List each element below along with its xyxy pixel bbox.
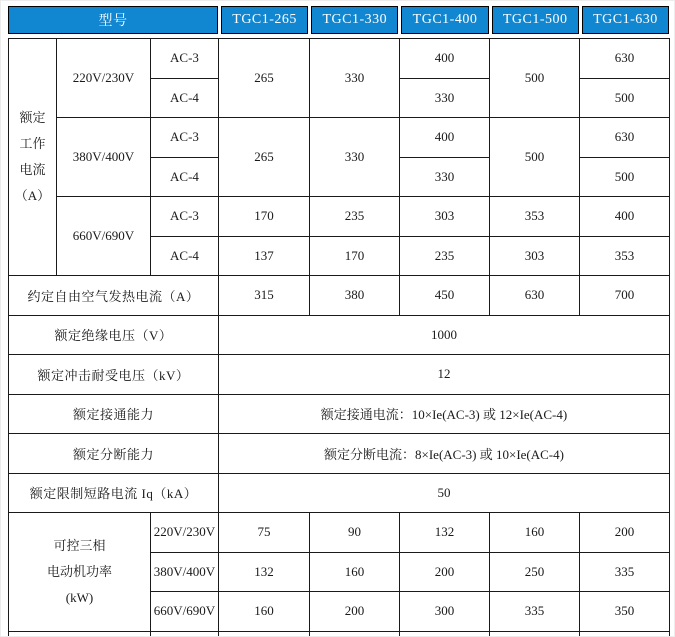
table-header-row xyxy=(8,6,669,34)
value-cell: 630 xyxy=(580,39,670,79)
ac-class-cell: AC-3 xyxy=(151,118,219,158)
table-row xyxy=(9,434,670,474)
spec-table-container xyxy=(8,6,669,637)
ac-class-cell: AC-4 xyxy=(151,157,219,197)
value-cell: 160 xyxy=(490,513,580,553)
merged-value-cell: 1000 xyxy=(219,315,670,355)
table-row xyxy=(9,39,670,79)
impulse-withstand-voltage-label: 额定冲击耐受电压（kV） xyxy=(9,355,219,395)
partial-cell xyxy=(310,631,400,637)
ac-class-cell: AC-4 xyxy=(151,236,219,276)
value-cell: 335 xyxy=(580,552,670,592)
rated-current-label-line: 额定 xyxy=(19,110,46,125)
value-cell: 90 xyxy=(310,513,400,553)
partial-cell xyxy=(151,631,219,637)
value-cell: 160 xyxy=(219,592,310,632)
voltage-cell: 660V/690V xyxy=(151,592,219,632)
free-air-current-label: 约定自由空气发热电流（A） xyxy=(9,276,219,316)
motor-power-label-line: 可控三相 xyxy=(53,537,106,553)
rated-current-label-line: 工作 xyxy=(19,136,46,151)
value-cell: 235 xyxy=(400,236,490,276)
insulation-voltage-label: 额定绝缘电压（V） xyxy=(9,315,219,355)
making-capacity-label: 额定接通能力 xyxy=(9,394,219,434)
value-cell: 235 xyxy=(310,197,400,237)
table-row xyxy=(9,315,670,355)
value-cell: 700 xyxy=(580,276,670,316)
merged-value-cell: 额定接通电流：10×Ie(AC-3) 或 12×Ie(AC-4) xyxy=(219,394,670,434)
value-cell: 132 xyxy=(219,552,310,592)
partial-cell xyxy=(9,631,151,637)
value-cell: 315 xyxy=(219,276,310,316)
value-cell: 160 xyxy=(310,552,400,592)
value-cell: 500 xyxy=(580,157,670,197)
breaking-capacity-label: 额定分断能力 xyxy=(9,434,219,474)
value-cell: 330 xyxy=(310,39,400,118)
partial-cell xyxy=(490,631,580,637)
merged-value-cell: 50 xyxy=(219,473,670,513)
table-row xyxy=(9,276,670,316)
value-cell: 170 xyxy=(310,236,400,276)
value-cell: 350 xyxy=(580,592,670,632)
value-cell: 170 xyxy=(219,197,310,237)
table-row xyxy=(9,473,670,513)
motor-power-label-line: (kW) xyxy=(65,589,94,605)
table-row xyxy=(9,355,670,395)
voltage-cell: 220V/230V xyxy=(57,39,151,118)
value-cell: 265 xyxy=(219,39,310,118)
value-cell: 300 xyxy=(400,592,490,632)
header-cell-tgc1-500: TGC1-500 xyxy=(492,6,579,34)
value-cell: 330 xyxy=(400,157,490,197)
value-cell: 303 xyxy=(490,236,580,276)
table-row xyxy=(9,513,670,553)
table-row xyxy=(9,394,670,434)
header-cell-tgc1-400: TGC1-400 xyxy=(401,6,488,34)
value-cell: 630 xyxy=(580,118,670,158)
value-cell: 450 xyxy=(400,276,490,316)
voltage-cell: 220V/230V xyxy=(151,513,219,553)
voltage-cell: 380V/400V xyxy=(57,118,151,197)
voltage-cell: 660V/690V xyxy=(57,197,151,276)
value-cell: 400 xyxy=(580,197,670,237)
merged-value-cell: 额定分断电流：8×Ie(AC-3) 或 10×Ie(AC-4) xyxy=(219,434,670,474)
value-cell: 500 xyxy=(580,78,670,118)
value-cell: 200 xyxy=(400,552,490,592)
table-row xyxy=(9,197,670,237)
ac-class-cell: AC-3 xyxy=(151,197,219,237)
rated-current-label-line: 电流 xyxy=(19,162,46,177)
partial-cutoff-row xyxy=(9,631,670,637)
value-cell: 500 xyxy=(490,39,580,118)
table-row xyxy=(9,118,670,158)
value-cell: 265 xyxy=(219,118,310,197)
merged-value-cell: 12 xyxy=(219,355,670,395)
value-cell: 353 xyxy=(580,236,670,276)
partial-cell xyxy=(580,631,670,637)
value-cell: 137 xyxy=(219,236,310,276)
header-cell-tgc1-330: TGC1-330 xyxy=(311,6,398,34)
value-cell: 335 xyxy=(490,592,580,632)
value-cell: 303 xyxy=(400,197,490,237)
partial-cell xyxy=(400,631,490,637)
ac-class-cell: AC-4 xyxy=(151,78,219,118)
value-cell: 132 xyxy=(400,513,490,553)
value-cell: 250 xyxy=(490,552,580,592)
rated-current-label xyxy=(9,39,57,276)
value-cell: 200 xyxy=(580,513,670,553)
motor-power-label-line: 电动机功率 xyxy=(46,563,112,579)
value-cell: 330 xyxy=(310,118,400,197)
ac-class-cell: AC-3 xyxy=(151,39,219,79)
header-cell-tgc1-630: TGC1-630 xyxy=(582,6,669,34)
motor-power-label xyxy=(9,513,151,632)
spec-table xyxy=(8,38,670,637)
limited-short-circuit-current-label: 额定限制短路电流 Iq（kA） xyxy=(9,473,219,513)
value-cell: 380 xyxy=(310,276,400,316)
header-cell-tgc1-265: TGC1-265 xyxy=(221,6,308,34)
value-cell: 500 xyxy=(490,118,580,197)
value-cell: 400 xyxy=(400,118,490,158)
value-cell: 200 xyxy=(310,592,400,632)
header-cell-model: 型号 xyxy=(8,6,218,34)
value-cell: 75 xyxy=(219,513,310,553)
value-cell: 400 xyxy=(400,39,490,79)
partial-cell xyxy=(219,631,310,637)
rated-current-label-line: （A） xyxy=(14,188,51,203)
value-cell: 353 xyxy=(490,197,580,237)
value-cell: 630 xyxy=(490,276,580,316)
voltage-cell: 380V/400V xyxy=(151,552,219,592)
value-cell: 330 xyxy=(400,78,490,118)
